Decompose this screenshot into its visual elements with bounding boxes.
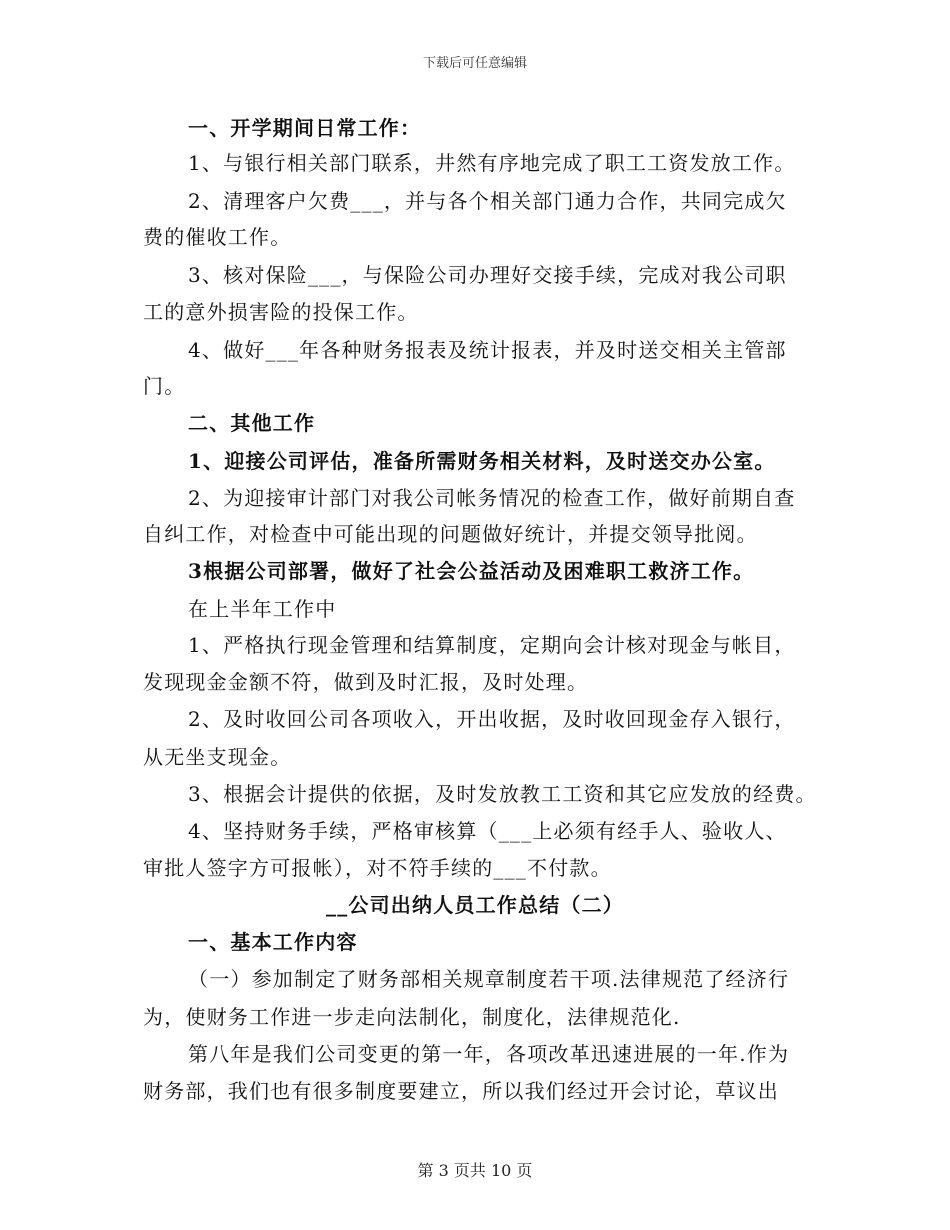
page-footer: 第 3 页共 10 页 [417, 1161, 533, 1180]
paragraph-line: 门。 [143, 374, 186, 398]
paragraph-line: （一）参加制定了财务部相关规章制度若干项.法律规范了经济行 [188, 967, 790, 991]
paragraph-line: 财务部，我们也有很多制度要建立，所以我们经过开会讨论，草议出 [143, 1079, 779, 1103]
paragraph-line: 为，使财务工作进一步走向法制化，制度化，法律规范化. [143, 1005, 681, 1029]
paragraph-line: 2、清理客户欠费___，并与各个相关部门通力合作，共同完成欠 [188, 189, 787, 213]
paragraph-line: 2、为迎接审计部门对我公司帐务情况的检查工作，做好前期自查 [188, 486, 796, 510]
paragraph-line: 1、与银行相关部门联系，井然有序地完成了职工工资发放工作。 [188, 151, 796, 175]
section-heading-1: 一、开学期间日常工作： [188, 116, 422, 140]
paragraph-line: 从无坐支现金。 [143, 745, 292, 769]
bold-paragraph-line: 3根据公司部署，做好了社会公益活动及困难职工救济工作。 [188, 559, 755, 583]
page-header: 下载后可任意编辑 [422, 56, 527, 71]
paragraph-line: 4、坚持财务手续，严格审核算（___上必须有经手人、验收人、 [188, 819, 787, 843]
paragraph-line: 在上半年工作中 [188, 597, 337, 621]
paragraph-line: 工的意外损害险的投保工作。 [143, 300, 419, 324]
paragraph-line: 审批人签字方可报帐），对不符手续的___不付款。 [143, 856, 612, 880]
paragraph-line: 费的催收工作。 [143, 225, 292, 249]
paragraph-line: 自纠工作，对检查中可能出现的问题做好统计，并提交领导批阅。 [143, 522, 758, 546]
section-heading-2: 二、其他工作 [188, 411, 316, 435]
section-heading-3: 一、基本工作内容 [188, 930, 358, 954]
paragraph-line: 4、做好___年各种财务报表及统计报表，并及时送交相关主管部 [188, 338, 787, 362]
paragraph-line: 第八年是我们公司变更的第一年，各项改革迅速进展的一年.作为 [188, 1042, 790, 1066]
document-title: __公司出纳人员工作总结（二） [326, 893, 624, 917]
paragraph-line: 发现现金金额不符，做到及时汇报，及时处理。 [143, 670, 589, 694]
paragraph-line: 3、根据会计提供的依据，及时发放教工工资和其它应发放的经费。 [188, 782, 817, 806]
paragraph-line: 3、核对保险___，与保险公司办理好交接手续，完成对我公司职 [188, 263, 787, 287]
paragraph-line: 1、严格执行现金管理和结算制度，定期向会计核对现金与帐目， [188, 633, 796, 657]
paragraph-line: 2、及时收回公司各项收入，开出收据，及时收回现金存入银行， [188, 707, 796, 731]
bold-paragraph-line: 1、迎接公司评估，准备所需财务相关材料，及时送交办公室。 [188, 449, 776, 473]
